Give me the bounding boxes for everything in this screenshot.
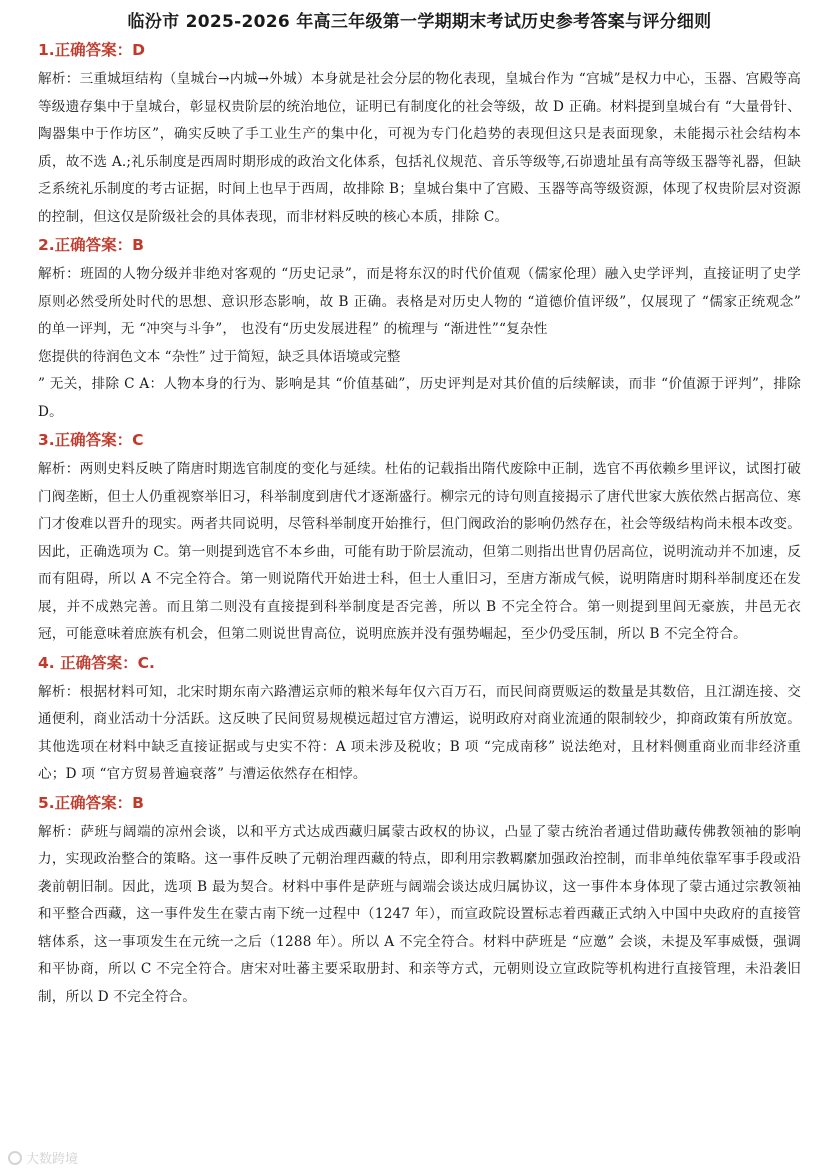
document-title: 临汾市 2025-2026 年高三年级第一学期期末考试历史参考答案与评分细则 [127, 12, 712, 32]
question-4-answer-heading: 4. 正确答案：C. [38, 653, 155, 672]
question-5-explanation: 解析：萨班与阔端的凉州会谈，以和平方式达成西藏归属蒙古政权的协议，凸显了蒙古统治者通过借助藏传佛教领袖的影响力，实现政治整合的策略。这一事件反映了元朝治理西藏的特点，即利用宗教羁縻加强政治控制，而非单纯依靠军事手段或沿袭前朝旧制。因此，选项 B 最为契合。材料中事件是萨班与阔端会谈达成归属协议，这一事件本身体现了蒙古通过宗教领袖和平整合西藏，这一事件发生在蒙古南下统一过程中（1247 年），而宣政院设置标志着西藏正式纳入中国中央政府的直接管辖体系，这一事项发生在元统一之后（1288 年）。所以 A 不完全符合。材料中萨班是 “应邀” 会谈，未提及军事威慑，强调和平协商，所以 C 不完全符合。唐宋对吐蕃主要采取册封、和亲等方式，元朝则设立宣政院等机构进行直接管理，未沿袭旧制，所以 D 不完全符合。 [38, 823, 801, 1005]
question-2-stray-note: 您提供的待润色文本 “杂性” 过于简短，缺乏具体语境或完整 [38, 348, 401, 365]
question-3-explanation: 解析：两则史料反映了隋唐时期选官制度的变化与延续。杜佑的记载指出隋代废除中正制，选官不再依赖乡里评议，试图打破门阀垄断，但士人仍重视察举旧习，科举制度到唐代才逐渐盛行。柳宗元的诗句则直接揭示了唐代世家大族依然占据高位、寒门才俊难以晋升的现实。两者共同说明，尽管科举制度开始推行，但门阀政治的影响仍然存在，社会等级结构尚未根本改变。因此，正确选项为 C。第一则提到选官不本乡曲，可能有助于阶层流动，但第二则指出世胄仍居高位，说明流动并不加速，反而有阻碍，所以 A 不完全符合。第一则说隋代开始进士科，但士人重旧习，至唐方渐成气候，说明隋唐时期科举制度还在发展，并不成熟完善。而且第二则没有直接提到科举制度是否完善，所以 B 不完全符合。第一则提到里闾无豪族，井邑无衣冠，可能意味着庶族有机会，但第二则说世胄高位，说明庶族并没有强势崛起，至少仍受压制，所以 B 不完全符合。 [38, 461, 801, 642]
question-1 [38, 38, 801, 231]
question-3-answer-heading: 3.正确答案：C [38, 431, 144, 449]
question-1-answer-heading: 1.正确答案：D [38, 41, 146, 59]
question-4 [38, 651, 801, 789]
question-4-explanation: 解析：根据材料可知，北宋时期东南六路漕运京师的粮米每年仅六百万石，而民间商贾贩运的数量是其数倍，且江湖连接、交通便利，商业活动十分活跃。这反映了民间贸易规模远超过官方漕运，说明政府对商业流通的限制较少，抑商政策有所放宽。其他选项在材料中缺乏直接证据或与史实不符：A 项未涉及税收；B 项 “完成南移” 说法绝对，且材料侧重商业而非经济重心；D 项 “官方贸易普遍衰落” 与漕运依然存在相悖。 [38, 683, 801, 782]
question-5-answer-heading: 5.正确答案：B [38, 793, 144, 812]
watermark-logo-icon [8, 1151, 22, 1165]
question-1-explanation: 解析：三重城垣结构（皇城台→内城→外城）本身就是社会分层的物化表现，皇城台作为 “宫城”是权力中心，玉器、宫殿等高等级遗存集中于皇城台，彰显权贵阶层的统治地位，证明已有制度化的社会等级，故 D 正确。材料提到皇城台有 “大量骨针、陶器集中于作坊区”，确实反映了手工业生产的集中化，可视为专门化趋势的表现但这只是表面现象，未能揭示社会结构本质，故不选 A.;礼乐制度是西周时期形成的政治文化体系，包括礼仪规范、音乐等级等,石峁遗址虽有高等级玉器等礼器，但缺乏系统礼乐制度的考古证据，时间上也早于西周，故排除 B；皇城台集中了宫殿、玉器等高等级资源，体现了权贵阶层对资源的控制，但这仅是阶级社会的具体表现，而非材料反映的核心本质，排除 C。 [38, 71, 801, 225]
watermark-text: 大数跨境 [26, 1152, 79, 1167]
question-2 [38, 233, 801, 426]
question-2-explanation: 解析：班固的人物分级并非绝对客观的 “历史记录”，而是将东汉的时代价值观（儒家伦理）融入史学评判，直接证明了史学原则必然受所处时代的思想、意识形态影响，故 B 正确。表格是对历史人物的 “道德价值评级”，仅展现了 “儒家正统观念” 的单一评判，无 “冲突与斗争”， 也没有“历史发展进程” 的梳理与 “渐进性”“复杂性 [38, 266, 801, 337]
question-2-answer-heading: 2.正确答案：B [38, 236, 144, 254]
watermark [8, 1148, 78, 1167]
question-2-explanation-continued: ” 无关，排除 C A：人物本身的行为、影响是其 “价值基础”，历史评判是对其价值的后续解读，而非 “价值源于评判”，排除 D。 [38, 376, 801, 420]
question-3 [38, 428, 801, 649]
question-5 [38, 791, 801, 1012]
